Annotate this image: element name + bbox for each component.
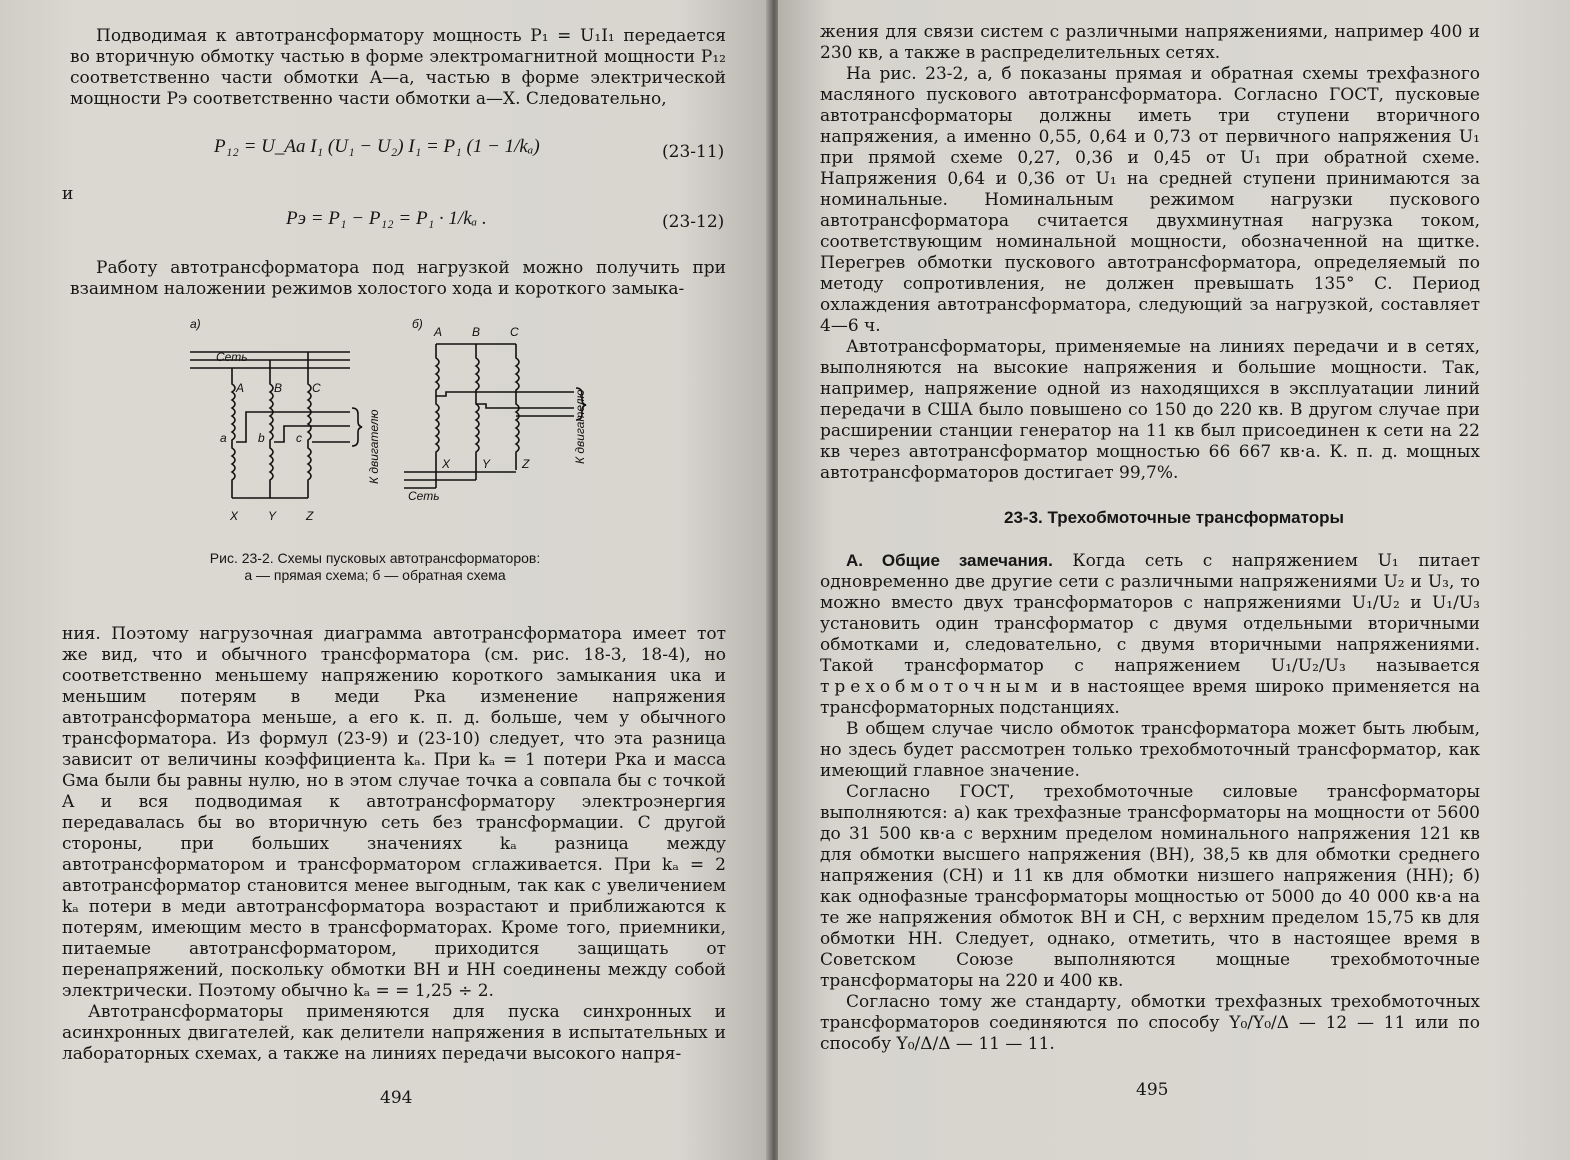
label-C-a: C — [312, 381, 321, 395]
formula-23-11-number: (23-11) — [662, 142, 725, 162]
section-heading: 23-3. Трехобмоточные трансформаторы — [1004, 508, 1344, 527]
left-para-1-text: Подводимая к автотрансформатору мощность P₁ = U₁I₁ передается во вторичную обмотку частью в форме электромагнитной мощности P₁₂ соответственно части обмотки A—a, частью в форме электрической мощности Pэ соответственно части обмотки a—X. Следовательно, — [70, 26, 726, 109]
label-A-b: A — [434, 325, 443, 339]
left-para-4-text: Автотрансформаторы применяются для пуска синхронных и асинхронных двигателей, как делители напряжения в испытательных и лабораторных схемах, а также на линиях передачи высокого напря- — [62, 1002, 726, 1064]
brace-a — [352, 408, 362, 446]
label-Y-b: Y — [482, 457, 491, 471]
right-para-4 — [820, 550, 1480, 719]
winding-b-phase-b — [476, 344, 479, 470]
left-para-3-text: ния. Поэтому нагрузочная диаграмма автотрансформатора имеет тот же вид, что и обычного трансформатора (см. рис. 18-3, 18-4), но соответственно меньшему напряжению короткого замыкания uка и меньшим потерям в меди Pка изменение напряжения автотрансформатора меньше, а его к. п. д. больше, чем у обычного трансформатора. Из формул (23-9) и (23-10) следует, что эта разница зависит от величины коэффициента kₐ. При kₐ = 1 потери Pка и масса Gма были бы равны нулю, но в этом случае точка a совпала бы с точкой A и вся подводимая к автотрансформатору электроэнергия передавалась бы во вторичную сеть без трансформации. С другой стороны, при больших значениях kₐ разница между автотрансформатором и трансформатором сглаживается. При kₐ = 2 автотрансформатор становится менее выгодным, так как с увеличением kₐ потери в меди автотрансформатора возрастают и приближаются к потерям, имеющим место в трансформаторах. Кроме того, приемники, питаемые автотрансформатором, приходится защищать от перенапряжений, поскольку обмотки ВН и НН соединены между собой электрически. Поэтому обычно kₐ = = 1,25 ÷ 2. — [62, 624, 726, 1001]
to-motor-label-a: К двигателю — [367, 409, 381, 484]
right-para-5-text: В общем случае число обмоток трансформатора может быть любым, но здесь будет рассмотрен только трехобмоточный трансформатор, как имеющий главное значение. — [820, 719, 1480, 781]
tap-lead-a — [236, 412, 350, 442]
to-motor-label-b: К двигателю — [573, 389, 587, 464]
right-para-7-text: Согласно тому же стандарту, обмотки трехфазных трехобмоточных трансформаторов соединяются по способу Y₀/Y₀/Δ — 12 — 11 или по способу Y₀/Δ/Δ — 11 — 11. — [820, 992, 1480, 1054]
label-Y-a: Y — [268, 509, 277, 523]
right-body-bottom — [820, 550, 1480, 1055]
winding-a-phase-a — [232, 368, 235, 498]
page-number-right: 495 — [1136, 1080, 1169, 1100]
right-body-top — [820, 22, 1480, 484]
left-para-3 — [62, 624, 726, 1065]
left-para-2-text: Работу автотрансформатора под нагрузкой можно получить при взаимном наложении режимов холостого хода и короткого замыка- — [70, 258, 726, 299]
tap-b-b — [476, 404, 574, 408]
caption-line-1: Рис. 23-2. Схемы пусковых автотрансформаторов: — [209, 550, 541, 566]
label-Z-a: Z — [306, 509, 314, 523]
para-4-spaced-term: трехобмоточным — [820, 677, 1043, 697]
figure-label-a: а) — [190, 317, 201, 331]
left-para-2 — [70, 258, 726, 300]
formula-23-12: Pэ = P₁ − P₁₂ = P₁ · 1/kₐ . — [286, 208, 487, 229]
para-4-a: Когда сеть с напряжением U₁ питает одновременно две другие сети с различными напряжениями U₂ и U₃, то можно вместо двух трансформаторов с напряжениями U₁/U₂ и U₁/U₃ установить один трансформатор с двумя отдельными вторичными обмотками и, следовательно, с двумя вторичными напряжениями. Такой трансформатор с напряжением U₁/U₂/U₃ называется — [820, 551, 1480, 676]
page-number-left: 494 — [380, 1088, 413, 1108]
tap-b-a — [436, 392, 574, 396]
winding-b-phase-a — [436, 344, 439, 470]
right-para-6-text: Согласно ГОСТ, трехобмоточные силовые трансформаторы выполняются: а) как трехфазные трансформаторы на мощности от 5600 до 31 500 кв·а с верхним пределом номинального напряжения 121 кв для обмотки высшего напряжения (ВН), 38,5 кв для обмотки среднего напряжения (СН) и 11 кв для обмотки низшего напряжения (НН); б) как однофазные трансформаторы мощностью от 5000 до 40 000 кв·а на те же напряжения обмоток ВН и СН, с верхним пределом 15,75 кв для обмотки НН. Следует, однако, отметить, что в настоящее время в Советском Союзе выполняются мощные трехобмоточные трансформаторы на 220 и 400 кв. — [820, 782, 1480, 991]
tap-lead-b — [274, 426, 350, 442]
label-b-tap: b — [258, 431, 265, 445]
para-4-b: и в настоящее время широко применяется на трансформаторных подстанциях. — [820, 677, 1481, 718]
label-B-a: B — [274, 381, 283, 395]
formula-23-12-number: (23-12) — [662, 212, 725, 232]
winding-a-phase-c — [308, 352, 311, 498]
net-label-b: Сеть — [408, 489, 440, 503]
label-Z-b: Z — [522, 457, 530, 471]
label-C-b: C — [510, 325, 519, 339]
winding-a-phase-b — [270, 360, 273, 498]
label-a-tap: a — [220, 431, 227, 445]
figure-caption — [140, 550, 610, 584]
label-X-a: X — [230, 509, 239, 523]
caption-line-2: а — прямая схема; б — обратная схема — [244, 567, 506, 583]
left-para-1 — [70, 26, 726, 110]
winding-b-phase-c — [516, 344, 519, 470]
right-para-3-text: Автотрансформаторы, применяемые на линиях передачи и в сетях, выполняются на высокие напряжения и большие мощности. Так, например, напряжение одной из находящихся в эксплуатации линий передачи в США было повышено со 150 до 220 кв. В другом случае при расширении станции генератор на 11 кв был присоединен к сети на 22 кв через автотрансформатор мощностью 66 667 кв·а. К. п. д. мощных автотрансформаторов достигает 99,7%. — [820, 337, 1480, 483]
label-c-tap: c — [296, 431, 302, 445]
formula-23-11: P₁₂ = U_Aa I₁ (U₁ − U₂) I₁ = P₁ (1 − 1/kₐ) — [214, 136, 540, 157]
right-para-2-text: На рис. 23-2, а, б показаны прямая и обратная схемы трехфазного масляного пускового автотрансформатора. Согласно ГОСТ, пусковые автотрансформаторы должны иметь три ступени вторичного напряжения, а именно 0,55, 0,64 и 0,73 от первичного напряжения U₁ при прямой схеме 0,27, 0,36 и 0,45 от U₁ при обратной схеме. Напряжения 0,64 и 0,36 от U₁ на средней ступени принимаются за номинальные. Номинальным режимом нагрузки пускового автотрансформатора считается двухминутная нагрузка током, соответствующим номинальной мощности, обозначенной на щитке. Перегрев обмотки пускового автотрансформатора, определяемый по методу сопротивления, не должен превышать 135° С. Период охлаждения автотрансформатора, следующий за нагрузкой, составляет 4—6 ч. — [820, 64, 1480, 336]
para-lead: А. Общие замечания. — [846, 551, 1053, 570]
right-para-1-text: жения для связи систем с различными напряжениями, например 400 и 230 кв, а также в распределительных сетях. — [820, 22, 1480, 63]
figure-label-b: б) — [412, 317, 423, 331]
figure-23-2 — [180, 308, 640, 538]
and-word: и — [62, 184, 74, 204]
net-label-a: Сеть — [216, 350, 248, 364]
label-X-b: X — [442, 457, 451, 471]
label-B-b: B — [472, 325, 481, 339]
label-A-a: A — [236, 381, 245, 395]
